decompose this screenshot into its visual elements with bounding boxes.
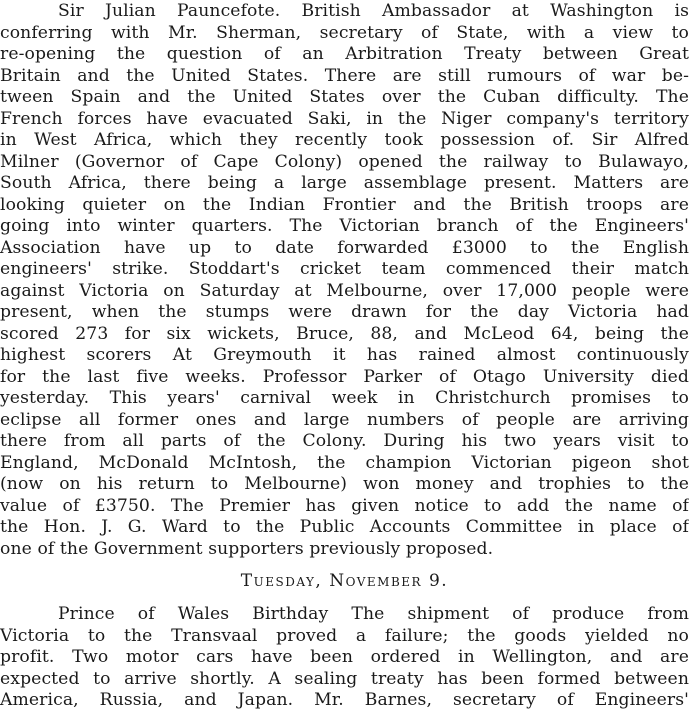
paragraph-1-line: highest scorers At Greymouth it has rained almost continuously xyxy=(0,345,689,365)
paragraph-1-line: conferring with Mr. Sherman, secretary of State, with a view to xyxy=(0,22,689,43)
paragraph-1-line: present, when the stumps were drawn for the day Victoria had xyxy=(0,302,689,322)
paragraph-1-line: (now on his return to Melbourne) won money and trophies to the xyxy=(0,474,689,494)
paragraph-1-line: yesterday. This years' carnival week in Christchurch promises to xyxy=(0,388,689,408)
paragraph-1-line: there from all parts of the Colony. During his two years visit to xyxy=(0,431,689,451)
date-heading: Tuesday, November 9. xyxy=(240,571,449,591)
paragraph-1-line: England, McDonald McIntosh, the champion Victorian pigeon shot xyxy=(0,452,689,473)
paragraph-1-line: against Victoria on Saturday at Melbourne, over 17,000 people were xyxy=(0,280,689,301)
paragraph-1-line: scored 273 for six wickets, Bruce, 88, and McLeod 64, being the xyxy=(0,323,689,344)
paragraph-1-line: in West Africa, which they recently took possession of. Sir Alfred xyxy=(0,130,689,150)
paragraph-1-line: going into winter quarters. The Victorian branch of the Engineers' xyxy=(0,216,689,236)
paragraph-1-line: Association have up to date forwarded £3000 to the English xyxy=(0,237,689,258)
paragraph-2-line: expected to arrive shortly. A sealing treaty has been formed between xyxy=(0,668,689,689)
paragraph-1-line: South Africa, there being a large assemblage present. Matters are xyxy=(0,173,689,193)
paragraph-1-line: the Hon. J. G. Ward to the Public Accounts Committee in place of xyxy=(0,517,689,537)
paragraph-1-line: value of £3750. The Premier has given notice to add the name of xyxy=(0,495,689,516)
paragraph-2-line: Prince of Wales Birthday The shipment of produce from xyxy=(58,604,689,624)
paragraph-1-line: Sir Julian Pauncefote. British Ambassador at Washington is xyxy=(58,1,689,21)
paragraph-1-line: tween Spain and the United States over the Cuban difficulty. The xyxy=(0,87,689,107)
paragraph-1-line: re-opening the question of an Arbitration Treaty between Great xyxy=(0,44,689,64)
paragraph-1-line: Milner (Governor of Cape Colony) opened the railway to Bulawayo, xyxy=(0,151,689,172)
paragraph-1-line: eclipse all former ones and large numbers of people are arriving xyxy=(0,409,689,430)
paragraph-1-line: engineers' strike. Stoddart's cricket team commenced their match xyxy=(0,259,689,279)
paragraph-2-line: Victoria to the Transvaal proved a failure; the goods yielded no xyxy=(0,625,689,646)
paragraph-1-line: for the last five weeks. Professor Parker of Otago University died xyxy=(0,366,689,387)
paragraph-1-line: French forces have evacuated Saki, in the Niger company's territory xyxy=(0,108,689,129)
paragraph-1-line: one of the Government supporters previously proposed. xyxy=(0,538,494,559)
paragraph-1-line: Britain and the United States. There are still rumours of war be- xyxy=(0,65,689,86)
paragraph-1-line: looking quieter on the Indian Frontier and the British troops are xyxy=(0,194,689,215)
paragraph-2-line: America, Russia, and Japan. Mr. Barnes, secretary of Engineers' xyxy=(0,690,689,710)
paragraph-2-line: profit. Two motor cars have been ordered in Wellington, and are xyxy=(0,647,689,667)
